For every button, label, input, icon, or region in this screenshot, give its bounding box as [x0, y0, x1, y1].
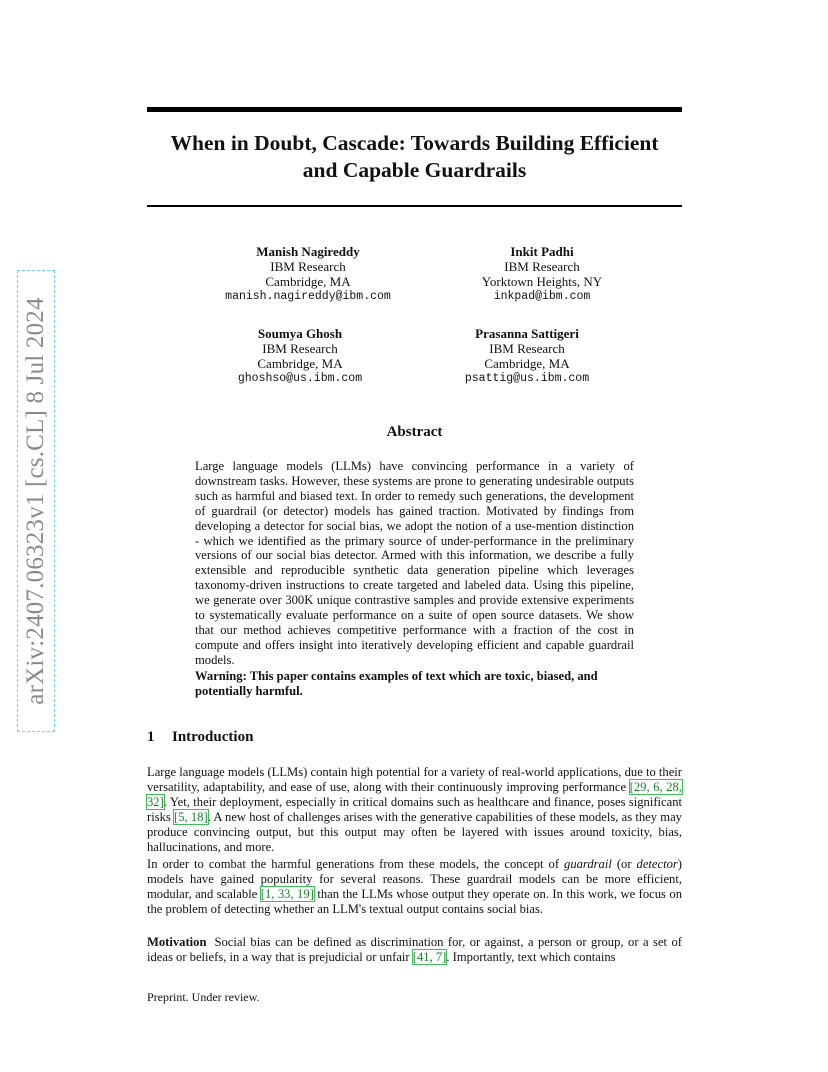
author-location: Cambridge, MA	[484, 356, 570, 371]
citation-link[interactable]: [1, 33, 19]	[260, 887, 314, 901]
author-name: Soumya Ghosh	[257, 326, 343, 341]
author-location: Yorktown Heights, NY	[481, 274, 603, 289]
intro-paragraph	[147, 765, 682, 855]
intro-paragraph	[147, 857, 682, 917]
section-number: 1	[147, 729, 155, 745]
paragraph-text: ) models have gained popularity for several reasons. These guardrail models can be more efficient, modular, and scalable	[147, 857, 682, 901]
citation-link[interactable]: [29, 6, 28, 32]	[147, 780, 682, 809]
author-name: Manish Nagireddy	[256, 244, 360, 259]
author-email: ghoshso@us.ibm.com	[237, 372, 363, 385]
emphasis-term: detector	[636, 857, 678, 871]
author-name: Prasanna Sattigeri	[475, 326, 579, 341]
abstract-heading: Abstract	[386, 424, 443, 440]
paragraph-text: In order to combat the harmful generations from these models, the concept of	[147, 857, 565, 871]
author-email: inkpad@ibm.com	[493, 290, 591, 303]
author-block	[198, 244, 418, 304]
paragraph-text: Social bias can be defined as discrimination for, or against, a person or group, or a set of ideas or beliefs, in a way that is prejudicial or unfair	[147, 935, 682, 964]
author-block	[432, 244, 652, 304]
author-location: Cambridge, MA	[257, 356, 343, 371]
emphasis-term: guardrail	[564, 857, 612, 871]
author-email: manish.nagireddy@ibm.com	[225, 290, 391, 303]
paragraph-text: . Yet, their deployment, especially in critical domains such as healthcare and finance, poses significant risks	[147, 795, 682, 824]
author-affiliation: IBM Research	[270, 259, 346, 274]
author-block	[190, 326, 410, 386]
citation-link[interactable]: [5, 18]	[174, 810, 208, 824]
author-affiliation: IBM Research	[489, 341, 565, 356]
paragraph-text: . A new host of challenges arises with the generative capabilities of these models, as they may produce convincing output, but this output may often be layered with issues around toxicity, bias, hallucinations, and more.	[147, 810, 682, 854]
abstract-warning: Warning: This paper contains examples of text which are toxic, biased, and potentially harmful.	[195, 669, 598, 698]
author-affiliation: IBM Research	[262, 341, 338, 356]
footer-note: Preprint. Under review.	[147, 990, 260, 1004]
arxiv-identifier: arXiv:2407.06323v1 [cs.CL] 8 Jul 2024	[22, 297, 49, 705]
section-title: Introduction	[172, 729, 254, 745]
paragraph-text: . Importantly, text which contains	[446, 950, 616, 964]
paragraph-text: (or	[611, 857, 637, 871]
author-location: Cambridge, MA	[265, 274, 351, 289]
title-line-2: and Capable Guardrails	[302, 158, 527, 182]
bottom-rule	[147, 205, 682, 207]
paper-title	[147, 130, 682, 184]
runin-heading: Motivation	[147, 935, 207, 949]
author-email: psattig@us.ibm.com	[464, 372, 590, 385]
paragraph-text: Large language models (LLMs) contain high potential for a variety of real-world applications, due to their versatility, adaptability, and ease of use, along with their continuously improving performance	[147, 765, 682, 794]
citation-link[interactable]: [41, 7]	[412, 950, 447, 964]
section-heading	[147, 729, 253, 746]
author-block	[417, 326, 637, 386]
motivation-paragraph	[147, 935, 682, 965]
paragraph-text: than the LLMs whose output they operate on. In this work, we focus on the problem of detecting whether an LLM's textual output contains social bias.	[147, 887, 683, 916]
top-rule	[147, 107, 682, 112]
abstract-body: Large language models (LLMs) have convincing performance in a variety of downstream tasks. However, these systems are prone to generating undesirable outputs such as harmful and biased text. In order to remedy such generations, the development of guardrail (or detector) models has gained traction. Motivated by findings from developing a detector for social bias, we adopt the notion of a use-mention distinction - which we identified as the primary source of under-performance in the preliminary versions of our social bias detector. Armed with this information, we describe a fully extensible and reproducible synthetic data generation pipeline which leverages taxonomy-driven instructions to create targeted and labeled data. Using this pipeline, we generate over 300K unique contrastive samples and provide extensive experiments to systematically evaluate performance on a suite of open source datasets. We show that our method achieves competitive performance with a fraction of the cost in compute and offers insight into iteratively developing efficient and capable guardrail models.	[195, 459, 634, 667]
author-affiliation: IBM Research	[504, 259, 580, 274]
title-line-1: When in Doubt, Cascade: Towards Building Efficient	[170, 131, 659, 155]
author-name: Inkit Padhi	[510, 244, 574, 259]
